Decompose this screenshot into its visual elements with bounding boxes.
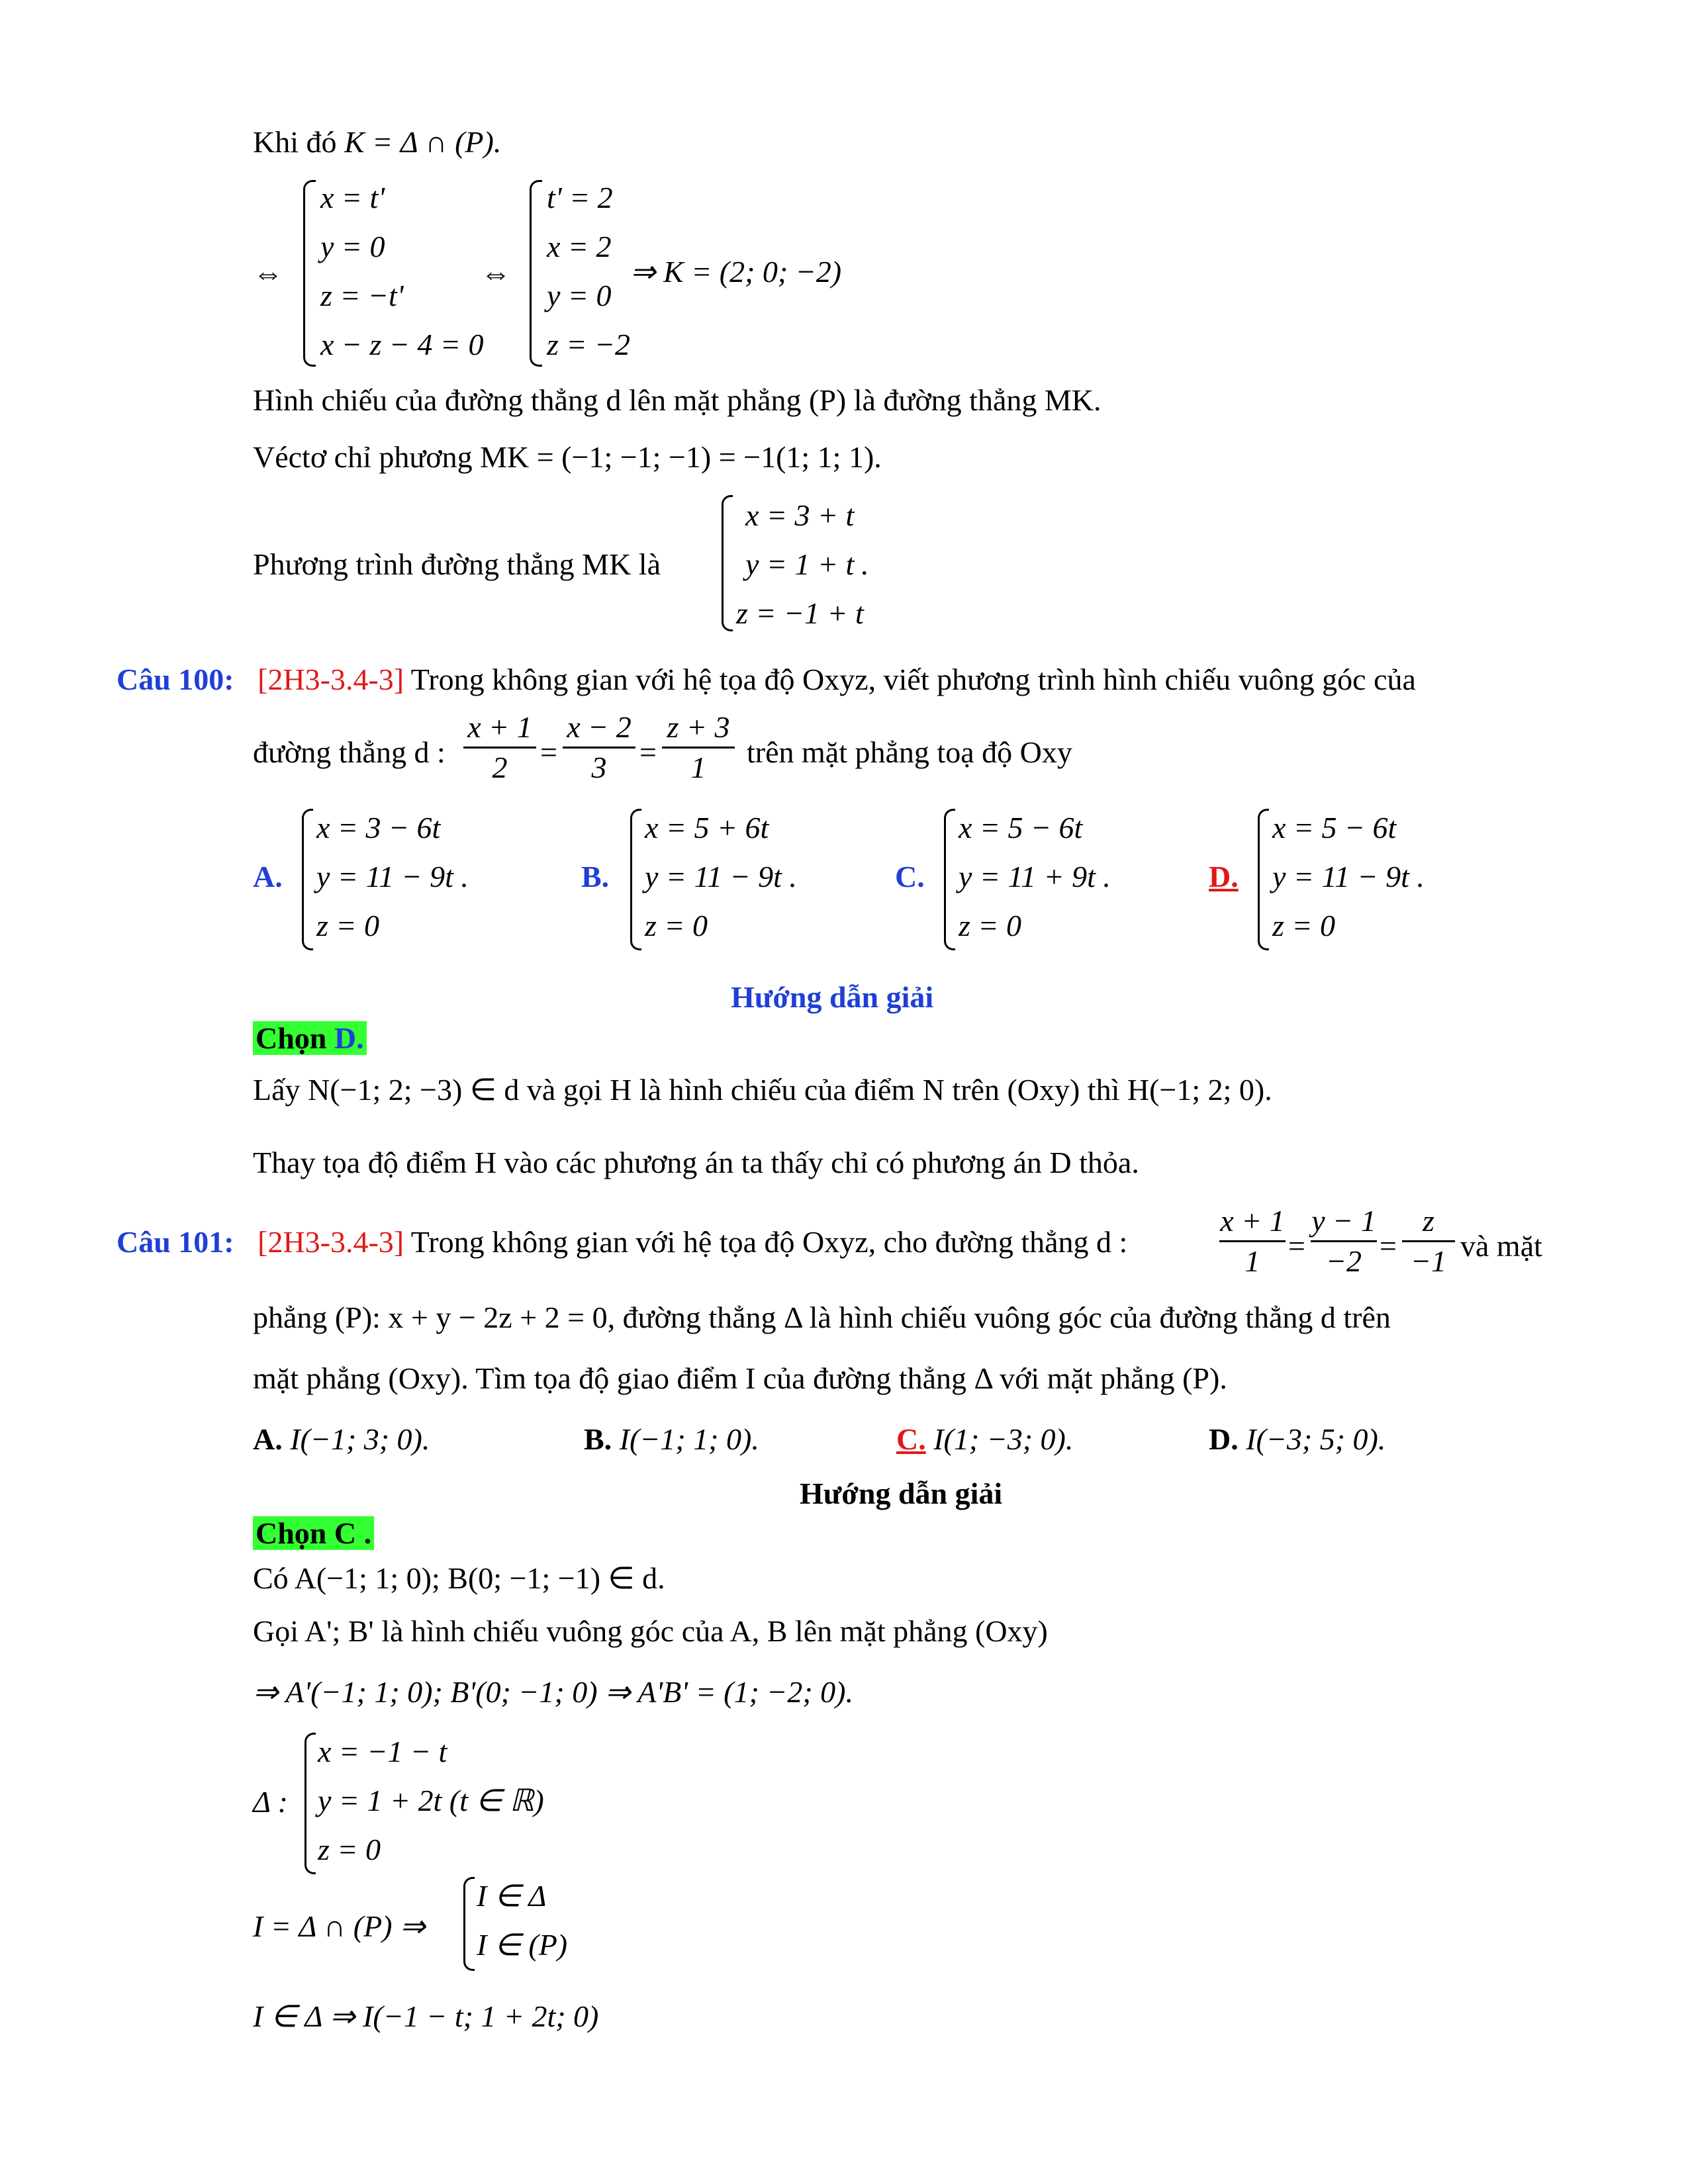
q101-delta-line-3: z = 0 bbox=[318, 1833, 381, 1866]
q101-guide-title: Hướng dẫn giải bbox=[800, 1477, 1003, 1510]
q100-option-c-line-1: x = 5 − 6t bbox=[959, 811, 1083, 844]
q101-text3: mặt phẳng (Oxy). Tìm tọa độ giao điểm I của đường thẳng Δ với mặt phẳng (P). bbox=[253, 1361, 1227, 1395]
q101-text1: Trong không gian với hệ tọa độ Oxyz, cho đường thẳng d : bbox=[410, 1225, 1128, 1259]
q100-text2-prefix: đường thẳng d : bbox=[253, 735, 445, 769]
q101-frac2-den: −2 bbox=[1325, 1244, 1362, 1278]
fraction-bar bbox=[1311, 1240, 1377, 1242]
k-definition: K = Δ ∩ (P). bbox=[344, 125, 502, 159]
sys1-line-1: x = t' bbox=[320, 181, 385, 214]
q101-solution-3: ⇒ A'(−1; 1; 0); B'(0; −1; 0) ⇒ A'B' = (1; −2; 0). bbox=[253, 1675, 853, 1709]
q101-option-a-label: A. bbox=[253, 1422, 283, 1456]
intro-khi-do bbox=[253, 127, 501, 158]
q100-label: Câu 100: bbox=[117, 662, 234, 696]
q101-text2: phẳng (P): x + y − 2z + 2 = 0, đường thẳng Δ là hình chiếu vuông góc của đường thẳng d trên bbox=[253, 1300, 1391, 1334]
q101-fraction-3 bbox=[1402, 1206, 1455, 1277]
khi-do-text: Khi đó bbox=[253, 125, 337, 159]
q101-eq-2: = bbox=[1380, 1229, 1397, 1263]
q101-option-a[interactable] bbox=[253, 1424, 430, 1455]
mk-equation-prefix: Phương trình đường thẳng MK là bbox=[253, 547, 661, 581]
q100-option-d-label[interactable]: D. bbox=[1209, 860, 1239, 893]
q101-inter-prefix: I = Δ ∩ (P) ⇒ bbox=[253, 1909, 426, 1943]
equiv-symbol-1: ⇔ bbox=[253, 256, 283, 290]
q101-option-c-value: I(1; −3; 0). bbox=[933, 1422, 1074, 1456]
sys2-line-1: t' = 2 bbox=[547, 181, 613, 214]
q100-option-a-line-1: x = 3 − 6t bbox=[316, 811, 441, 844]
system-brace-2 bbox=[530, 180, 542, 367]
q101-option-d-value: I(−3; 5; 0). bbox=[1246, 1422, 1386, 1456]
q100-solution-2: Thay tọa độ điểm H vào các phương án ta thấy chỉ có phương án D thỏa. bbox=[253, 1146, 1139, 1179]
q101-option-b-label: B. bbox=[584, 1422, 612, 1456]
mk-period: . bbox=[861, 547, 868, 581]
q101-eq-1: = bbox=[1288, 1229, 1305, 1263]
q100-frac1-num: x + 1 bbox=[467, 710, 532, 744]
fraction-bar bbox=[1219, 1240, 1286, 1242]
q100-frac1-den: 2 bbox=[492, 751, 508, 784]
q101-frac3-den: −1 bbox=[1410, 1244, 1447, 1278]
q101-fraction-2 bbox=[1311, 1206, 1377, 1277]
mk-line-2: y = 1 + t bbox=[745, 547, 855, 581]
chon-word: Chọn bbox=[256, 1021, 327, 1055]
q100-option-b-brace bbox=[630, 809, 641, 950]
q100-option-a-line-3: z = 0 bbox=[316, 909, 379, 942]
q101-delta-line-1: x = −1 − t bbox=[318, 1735, 447, 1768]
q101-solution-1: Có A(−1; 1; 0); B(0; −1; −1) ∈ d. bbox=[253, 1561, 665, 1595]
q100-header bbox=[117, 664, 1416, 695]
q101-fraction-1 bbox=[1219, 1206, 1286, 1277]
q100-option-d-line-3: z = 0 bbox=[1272, 909, 1335, 942]
mk-line-3: z = −1 + t bbox=[736, 596, 864, 630]
k-result: ⇒ K = (2; 0; −2) bbox=[630, 255, 842, 289]
q100-option-a-line-2: y = 11 − 9t . bbox=[316, 860, 469, 893]
chon-highlight bbox=[253, 1021, 367, 1055]
mk-system-brace bbox=[722, 495, 733, 631]
vector-line: Véctơ chỉ phương MK = (−1; −1; −1) = −1(1; 1; 1). bbox=[253, 440, 882, 474]
fraction-bar bbox=[1402, 1240, 1455, 1242]
q101-inter-line-1: I ∈ Δ bbox=[477, 1879, 547, 1913]
q100-eq-1: = bbox=[540, 735, 557, 769]
q100-option-c-line-3: z = 0 bbox=[959, 909, 1021, 942]
q100-option-b-line-3: z = 0 bbox=[645, 909, 708, 942]
q101-solution-2: Gọi A'; B' là hình chiếu vuông góc của A, B lên mặt phẳng (Oxy) bbox=[253, 1614, 1048, 1648]
q101-inter-line-2: I ∈ (P) bbox=[477, 1928, 568, 1962]
chon-letter: D. bbox=[334, 1021, 364, 1055]
fraction-bar bbox=[463, 747, 536, 749]
q101-option-d[interactable] bbox=[1209, 1424, 1385, 1455]
q101-inter-brace bbox=[463, 1877, 475, 1971]
q101-option-a-value: I(−1; 3; 0). bbox=[290, 1422, 430, 1456]
q100-option-d-line-2: y = 11 − 9t . bbox=[1272, 860, 1425, 893]
q100-option-c-line-2: y = 11 + 9t . bbox=[959, 860, 1111, 893]
q100-fraction-3 bbox=[662, 712, 735, 783]
sys2-line-3: y = 0 bbox=[547, 279, 612, 312]
q100-frac3-den: 1 bbox=[690, 751, 706, 784]
q100-solution-1: Lấy N(−1; 2; −3) ∈ d và gọi H là hình chiếu của điểm N trên (Oxy) thì H(−1; 2; 0). bbox=[253, 1073, 1272, 1107]
q101-frac3-num: z bbox=[1423, 1204, 1434, 1238]
q101-delta-brace bbox=[305, 1733, 316, 1874]
q100-frac3-num: z + 3 bbox=[667, 710, 730, 744]
q101-text1-suffix: và mặt bbox=[1460, 1229, 1542, 1263]
q100-option-a-label[interactable]: A. bbox=[253, 860, 283, 893]
q101-frac2-num: y − 1 bbox=[1311, 1204, 1376, 1238]
q101-code: [2H3-3.4-3] bbox=[258, 1225, 404, 1259]
projection-line: Hình chiếu của đường thẳng d lên mặt phẳng (P) là đường thẳng MK. bbox=[253, 383, 1102, 417]
q100-option-b-line-2: y = 11 − 9t . bbox=[645, 860, 797, 893]
q100-fraction-1 bbox=[463, 712, 536, 783]
q100-option-d-line-1: x = 5 − 6t bbox=[1272, 811, 1397, 844]
q101-last-line: I ∈ Δ ⇒ I(−1 − t; 1 + 2t; 0) bbox=[253, 1999, 599, 2033]
q101-frac1-num: x + 1 bbox=[1220, 1204, 1285, 1238]
q100-frac2-den: 3 bbox=[591, 751, 607, 784]
q100-text1: Trong không gian với hệ tọa độ Oxyz, viết phương trình hình chiếu vuông góc của bbox=[410, 662, 1416, 696]
q100-guide-title: Hướng dẫn giải bbox=[731, 980, 934, 1014]
q101-option-b-value: I(−1; 1; 0). bbox=[619, 1422, 759, 1456]
q101-chon bbox=[253, 1518, 374, 1549]
q101-option-c[interactable] bbox=[896, 1424, 1073, 1455]
mk-line-1: x = 3 + t bbox=[745, 498, 855, 532]
q100-text2-suffix: trên mặt phẳng toạ độ Oxy bbox=[747, 735, 1072, 769]
sys2-line-4: z = −2 bbox=[547, 328, 630, 361]
q101-frac1-den: 1 bbox=[1244, 1244, 1260, 1278]
q100-option-c-label[interactable]: C. bbox=[895, 860, 925, 893]
fraction-bar bbox=[563, 747, 635, 749]
q101-label: Câu 101: bbox=[117, 1225, 234, 1259]
equiv-symbol-2: ⇔ bbox=[481, 256, 511, 290]
q100-option-b-line-1: x = 5 + 6t bbox=[645, 811, 769, 844]
q100-code: [2H3-3.4-3] bbox=[258, 662, 404, 696]
q100-option-c-brace bbox=[944, 809, 955, 950]
sys1-line-3: z = −t' bbox=[320, 279, 404, 312]
q100-frac2-num: x − 2 bbox=[567, 710, 632, 744]
q101-header bbox=[117, 1227, 1127, 1257]
q101-delta-prefix: Δ : bbox=[253, 1785, 288, 1819]
q101-option-c-label: C. bbox=[896, 1422, 926, 1456]
q100-eq-2: = bbox=[639, 735, 657, 769]
fraction-bar bbox=[662, 747, 735, 749]
q100-fraction-2 bbox=[563, 712, 635, 783]
system-brace-1 bbox=[303, 180, 316, 367]
q100-option-a-brace bbox=[302, 809, 313, 950]
q101-option-b[interactable] bbox=[584, 1424, 759, 1455]
q100-chon bbox=[253, 1023, 367, 1054]
q100-option-b-label[interactable]: B. bbox=[581, 860, 610, 893]
q101-option-d-label: D. bbox=[1209, 1422, 1239, 1456]
q101-delta-line-2: y = 1 + 2t (t ∈ ℝ) bbox=[318, 1784, 544, 1817]
q100-option-d-brace bbox=[1258, 809, 1269, 950]
sys2-line-2: x = 2 bbox=[547, 230, 612, 263]
sys1-line-2: y = 0 bbox=[320, 230, 385, 263]
sys1-line-4: x − z − 4 = 0 bbox=[320, 328, 484, 361]
q101-chon-highlight: Chọn C . bbox=[253, 1516, 374, 1550]
